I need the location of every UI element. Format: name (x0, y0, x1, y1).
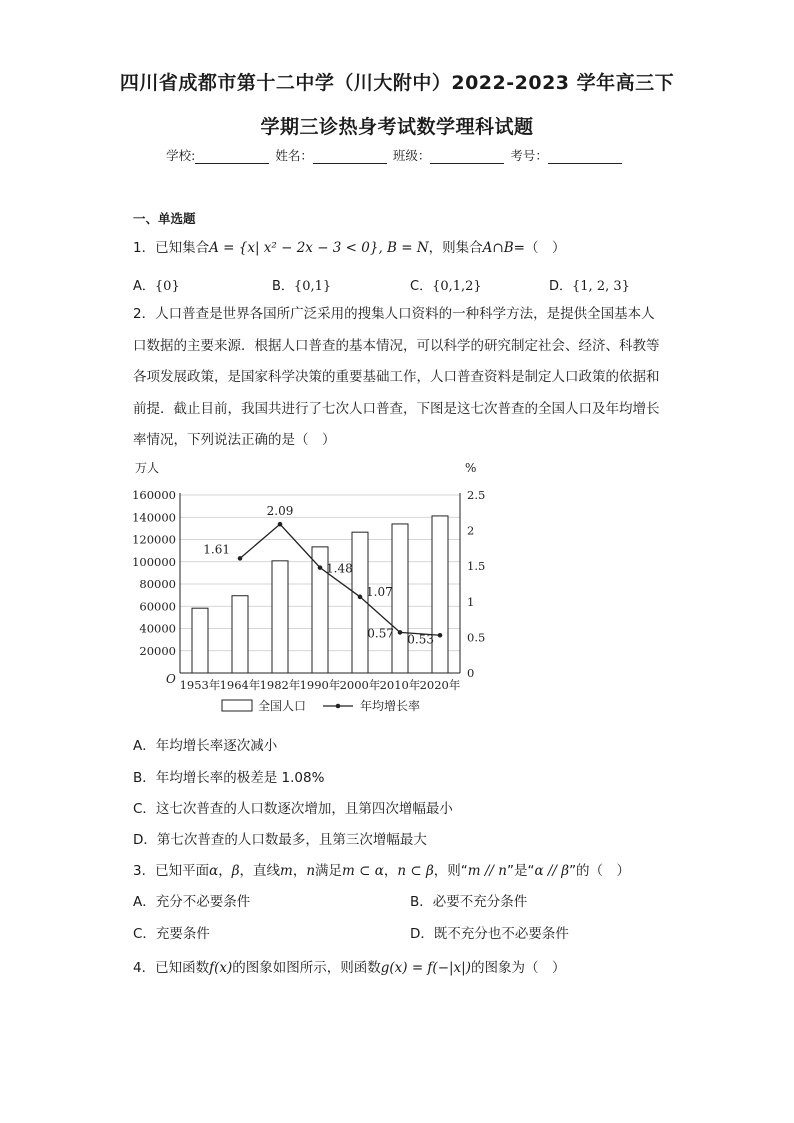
growth-rate-point (238, 556, 243, 561)
population-bar (392, 524, 408, 673)
population-bar (272, 561, 288, 673)
y-right-tick-label: 1.5 (467, 559, 486, 574)
legend-label-growth: 年均增长率 (360, 699, 421, 713)
number-label: 考号： (510, 148, 548, 163)
student-info (0, 146, 794, 164)
y-left-tick-label: 80000 (139, 577, 176, 591)
y-left-tick-label: 20000 (139, 643, 176, 658)
y-left-tick-label: 140000 (132, 510, 176, 525)
y-right-tick-label: 0.5 (467, 630, 486, 645)
number-blank[interactable] (548, 150, 622, 164)
name-blank[interactable] (313, 150, 387, 164)
q3-option-d[interactable]: D．既不充分也不必要条件 (410, 926, 569, 942)
x-tick-label: 2000年 (339, 678, 381, 692)
growth-rate-point (318, 565, 323, 570)
q3-option-b[interactable]: B．必要不充分条件 (410, 894, 528, 910)
population-bar (232, 596, 248, 673)
q3-option-c[interactable]: C．充要条件 (133, 926, 210, 942)
growth-rate-point (438, 633, 443, 638)
school-blank[interactable] (195, 150, 269, 164)
q2-option-a[interactable]: A．年均增长率逐次减小 (133, 738, 278, 754)
q1-option-d[interactable]: D．{1, 2, 3} (549, 279, 630, 294)
x-tick-label: 1964年 (219, 678, 261, 692)
q1-option-c[interactable]: C．{0,1,2} (410, 279, 482, 294)
y-right-axis-title: % (465, 461, 477, 475)
growth-rate-line (240, 524, 440, 635)
population-bar (432, 516, 448, 673)
question-2-text: 2．人口普查是世界各国所广泛采用的搜集人口资料的一种科学方法，是提供全国基本人口数据的主要来源．根据人口普查的基本情况，可以科学的研究制定社会、经济、科教等各项发展政策，是国家科学决策的重要基础工作，人口普查资料是制定人口政策的依据和前提．截止目前，我国共进行了七次人口普查，下图是这七次普查的全国人口及年均增长率情况，下列说法正确的是（ ） (133, 306, 660, 448)
y-left-tick-label: 60000 (139, 599, 176, 614)
origin-label: O (166, 672, 176, 686)
class-blank[interactable] (430, 150, 504, 164)
x-tick-label: 1982年 (259, 678, 301, 692)
growth-data-label: 0.53 (407, 632, 434, 647)
paper-title-line1: 四川省成都市第十二中学（川大附中）2022-2023 学年高三下 (119, 72, 675, 94)
q1-expression: A∩B (482, 240, 514, 256)
q1-option-a[interactable]: A．{0} (133, 279, 180, 294)
name-label: 姓名： (275, 148, 313, 163)
x-tick-label: 2010年 (379, 678, 421, 692)
growth-rate-point (278, 522, 283, 527)
y-left-tick-label: 100000 (132, 554, 176, 569)
growth-data-label: 1.07 (366, 584, 393, 599)
q2-option-d[interactable]: D．第七次普查的人口数最多，且第三次增幅最大 (133, 832, 427, 848)
growth-data-label: 1.61 (203, 542, 230, 557)
section-title: 一、单选题 (133, 211, 196, 226)
y-right-tick-label: 1 (467, 594, 475, 609)
school-label: 学校: (166, 148, 196, 163)
y-right-tick-label: 2 (467, 523, 475, 538)
growth-data-label: 1.48 (326, 561, 353, 576)
population-bar (192, 608, 208, 673)
x-tick-label: 1990年 (299, 678, 341, 692)
legend-label-population: 全国人口 (258, 699, 307, 713)
growth-rate-point (358, 595, 363, 600)
q1-option-b[interactable]: B．{0,1} (272, 279, 332, 294)
legend-bar-swatch (222, 700, 252, 711)
paper-title-line2: 学期三诊热身考试数学理科试题 (260, 116, 534, 138)
q2-option-c[interactable]: C．这七次普查的人口数逐次增加，且第四次增幅最小 (133, 801, 453, 817)
question-3: 3．已知平面α，β，直线m，n满足m ⊂ α，n ⊂ β，则“m // n”是“α // β”的（ ） (133, 863, 631, 879)
question-1 (133, 236, 565, 256)
population-chart (125, 460, 490, 725)
x-tick-label: 2020年 (419, 678, 461, 692)
question-4: 4．已知函数f(x)的图象如图所示，则函数g(x) = f(−|x|)的图象为（ ） (133, 960, 566, 976)
y-right-tick-label: 0 (467, 666, 475, 680)
legend-line-marker (336, 704, 341, 709)
y-left-tick-label: 160000 (132, 488, 176, 502)
x-tick-label: 1953年 (179, 678, 221, 692)
q3-option-a[interactable]: A．充分不必要条件 (133, 894, 251, 910)
y-left-axis-title: 万人 (135, 461, 160, 475)
class-label: 班级： (392, 148, 431, 163)
growth-rate-point (398, 630, 403, 635)
growth-data-label: 2.09 (266, 504, 294, 519)
q1-set-definition: A = {x| x² − 2x − 3 < 0}, B = N (209, 240, 429, 256)
growth-data-label: 0.57 (367, 626, 394, 641)
q1-prefix: 1．已知集合 (133, 240, 210, 256)
y-left-tick-label: 120000 (132, 532, 176, 547)
y-left-tick-label: 40000 (139, 621, 176, 636)
q2-option-b[interactable]: B．年均增长率的极差是 1.08% (133, 770, 325, 786)
q1-tail: =（ ） (513, 240, 566, 256)
q1-suffix: ，则集合 (428, 240, 483, 256)
y-right-tick-label: 2.5 (467, 488, 486, 502)
chart-legend (222, 698, 420, 713)
